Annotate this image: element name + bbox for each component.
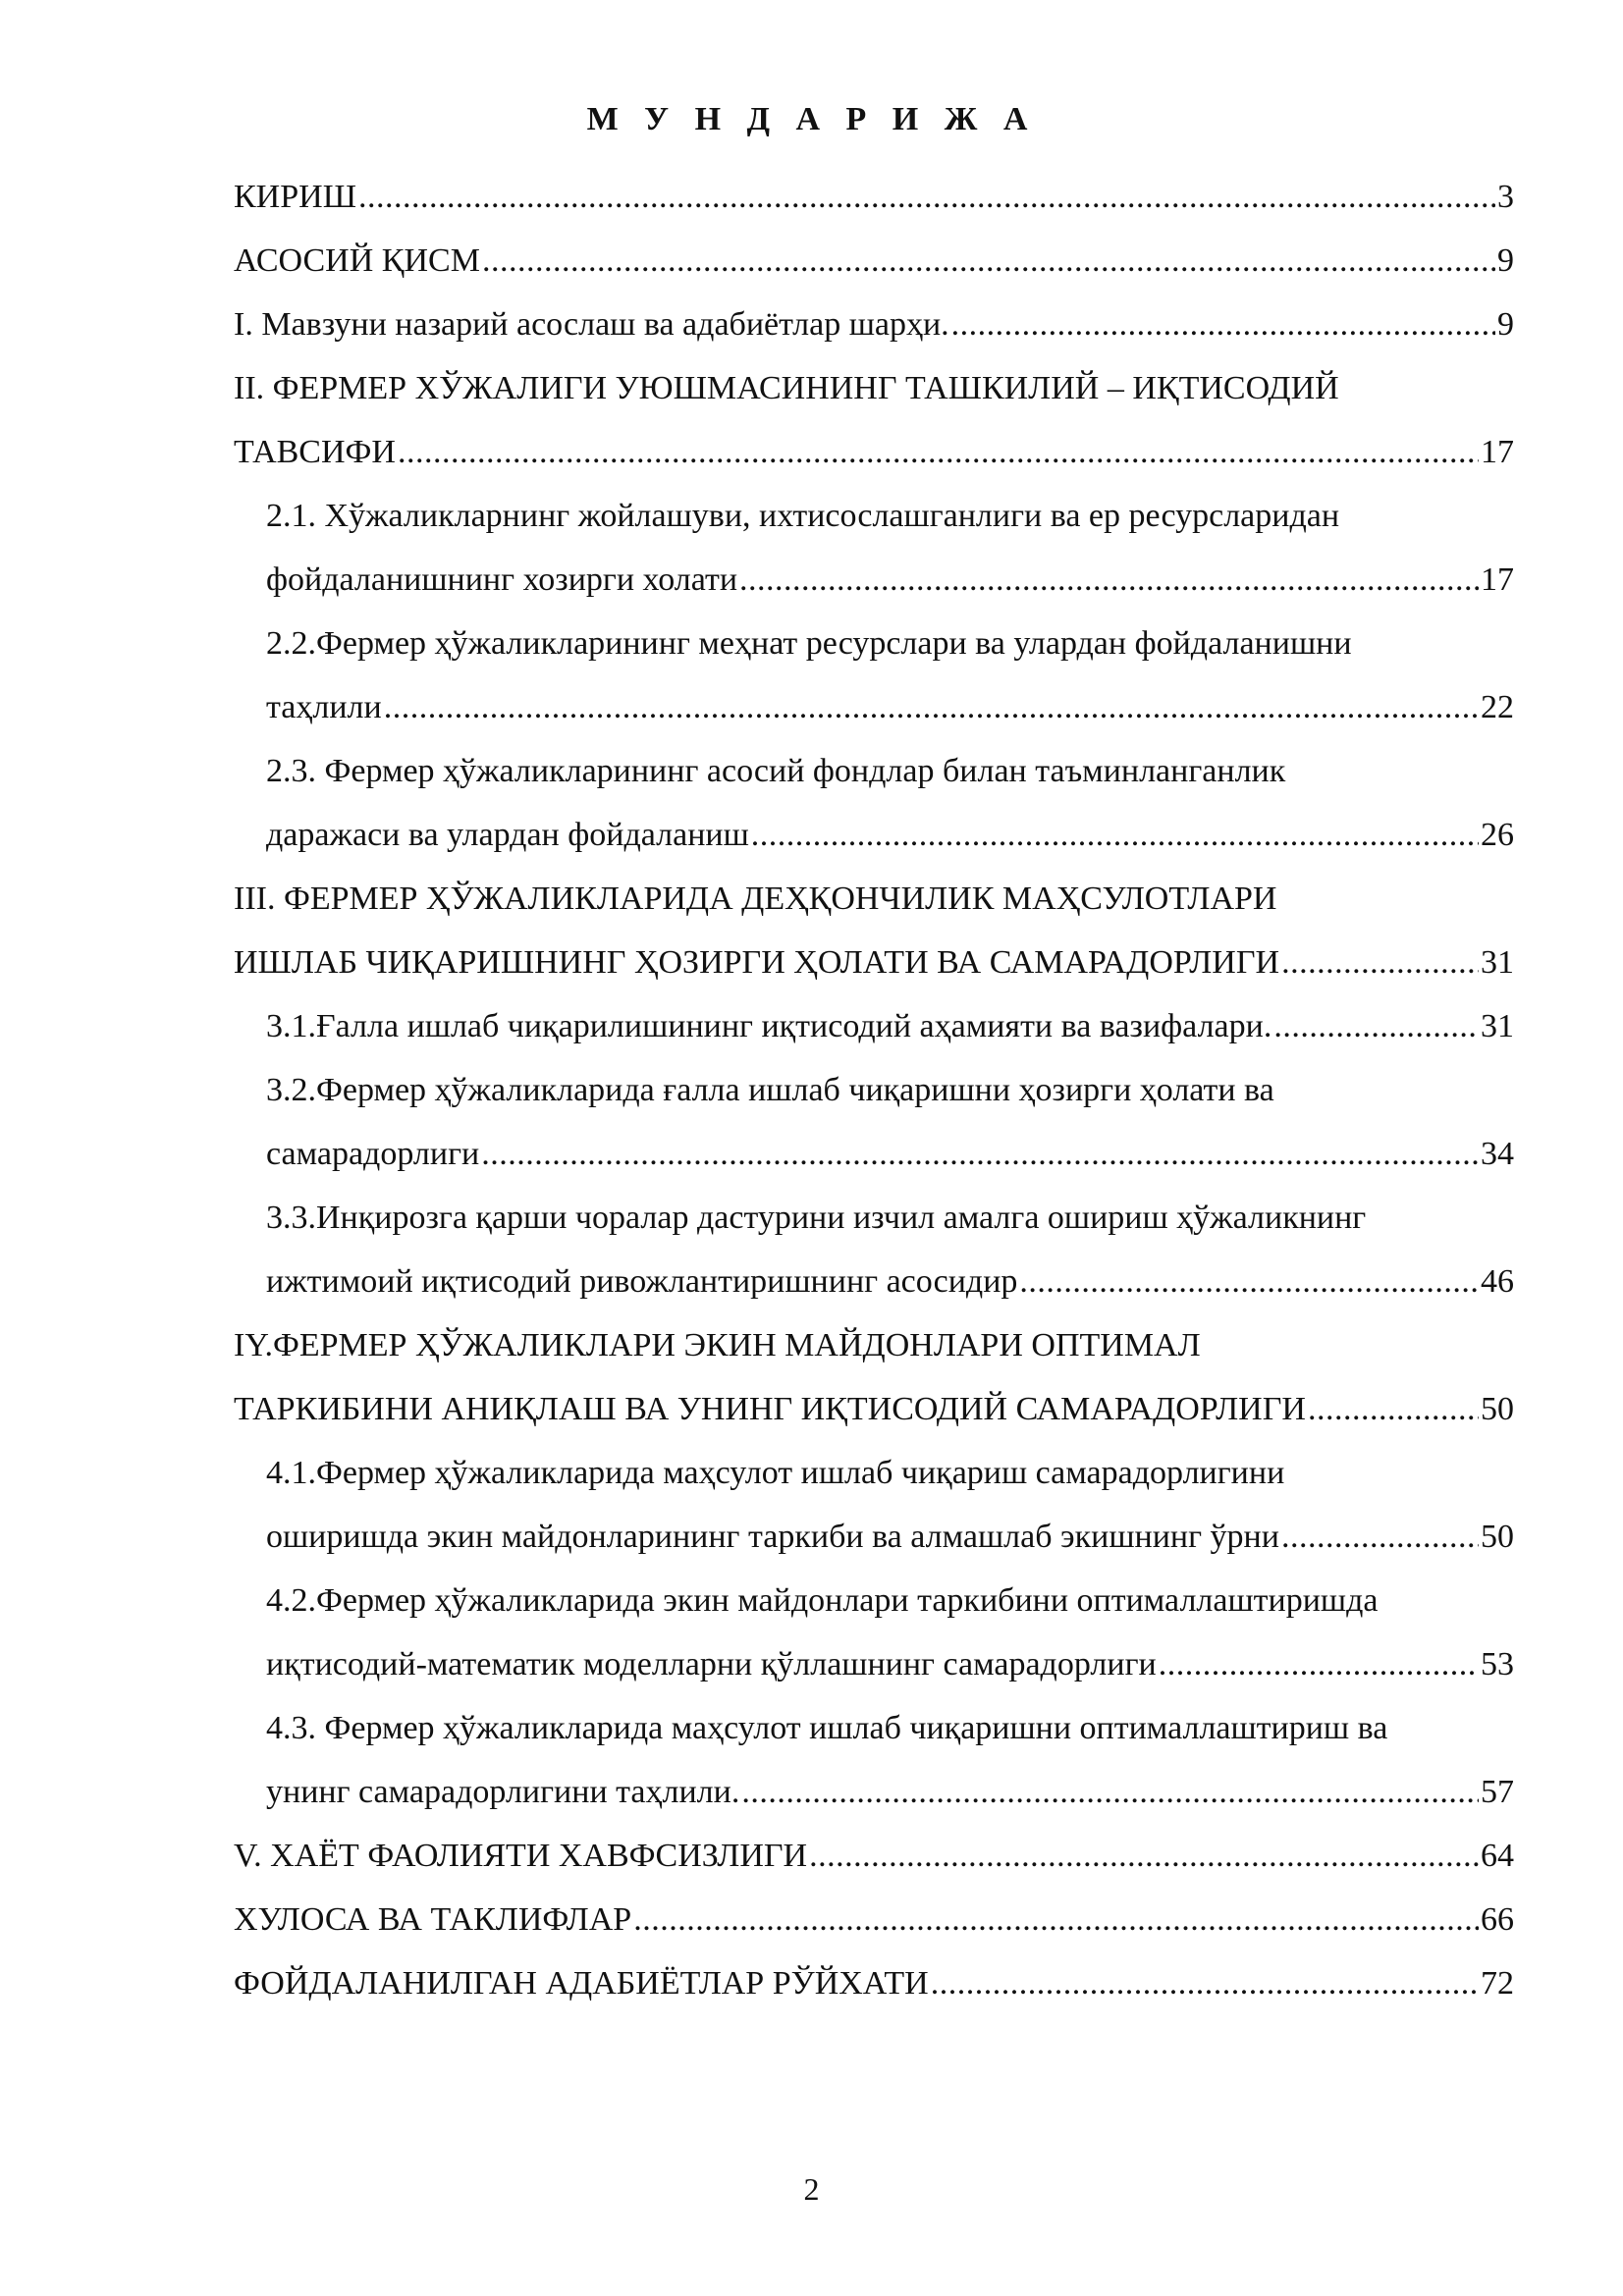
dot-leader xyxy=(398,420,1479,484)
toc-entry-title-text: 2.1. Хўжаликларнинг жойлашуви, ихтисослашганлиги ва ер ресурсларидан xyxy=(266,498,1340,534)
toc-subsection-entry[interactable] xyxy=(234,612,1514,739)
toc-page-number: 64 xyxy=(1481,1838,1514,1874)
toc-entry-line xyxy=(266,1441,1514,1505)
toc-entry-title-text: ТАРКИБИНИ АНИҚЛАШ ВА УНИНГ ИҚТИСОДИЙ САМАРАДОРЛИГИ xyxy=(234,1391,1306,1427)
dot-leader xyxy=(739,548,1479,612)
toc-entry-line xyxy=(234,1888,1514,1951)
toc-entry-title-text: 4.1.Фермер ҳўжаликларида маҳсулот ишлаб чиқариш самарадорлигини xyxy=(266,1455,1285,1491)
toc-entry-line xyxy=(266,994,1514,1058)
dot-leader xyxy=(1281,1505,1479,1569)
dot-leader xyxy=(1281,931,1479,994)
toc-entry-title-text: III. ФЕРМЕР ҲЎЖАЛИКЛАРИДА ДЕҲҚОНЧИЛИК МАҲСУЛОТЛАРИ xyxy=(234,881,1277,917)
toc-subsection-entry[interactable] xyxy=(234,739,1514,867)
toc-page-number: 34 xyxy=(1481,1136,1514,1172)
toc-page-number: 72 xyxy=(1481,1965,1514,2002)
toc-entry-title-text: ИШЛАБ ЧИҚАРИШНИНГ ҲОЗИРГИ ҲОЛАТИ ВА САМАРАДОРЛИГИ xyxy=(234,944,1280,981)
toc-entry-title-text: 3.1.Ғалла ишлаб чиқарилишининг иқтисодий аҳамияти ва вазифалари. xyxy=(266,1008,1272,1044)
toc-subsection-entry[interactable] xyxy=(234,1696,1514,1824)
toc-entry-title-text: КИРИШ xyxy=(234,179,356,215)
toc-entry-title-text: ФОЙДАЛАНИЛГАН АДАБИЁТЛАР РЎЙХАТИ xyxy=(234,1965,929,2002)
dot-leader xyxy=(633,1888,1479,1951)
toc-section-entry[interactable] xyxy=(234,1951,1514,2015)
toc-subsection-entry[interactable] xyxy=(234,994,1514,1058)
toc-entry-line xyxy=(266,1760,1514,1824)
page-title: М У Н Д А Р И Ж А xyxy=(586,101,1037,137)
toc-entry-title-text: 2.3. Фермер ҳўжаликларининг асосий фондлар билан таъминланганлик xyxy=(266,753,1286,789)
toc-entry-line xyxy=(234,165,1514,229)
toc-subsection-entry[interactable] xyxy=(234,484,1514,612)
toc-entry-line xyxy=(266,1122,1514,1186)
toc-page-number: 3 xyxy=(1497,179,1514,215)
toc-page-number: 50 xyxy=(1481,1391,1514,1427)
toc-entry-line xyxy=(266,1696,1514,1760)
toc-entry-line xyxy=(266,484,1514,548)
toc-entry-title-text: оширишда экин майдонларининг таркиби ва алмашлаб экишнинг ўрни xyxy=(266,1519,1279,1555)
toc-page-number: 26 xyxy=(1481,817,1514,853)
dot-leader xyxy=(751,803,1479,867)
toc-entry-title-text: IY.ФЕРМЕР ҲЎЖАЛИКЛАРИ ЭКИН МАЙДОНЛАРИ ОПТИМАЛ xyxy=(234,1327,1201,1363)
table-of-contents xyxy=(234,165,1514,2015)
toc-entry-line xyxy=(266,1058,1514,1122)
toc-entry-line xyxy=(234,867,1514,931)
toc-entry-line xyxy=(234,1951,1514,2015)
toc-entry-line xyxy=(234,1824,1514,1888)
toc-entry-line xyxy=(266,675,1514,739)
dot-leader xyxy=(384,675,1479,739)
toc-page-number: 57 xyxy=(1481,1774,1514,1810)
toc-entry-line xyxy=(266,1505,1514,1569)
toc-section-entry[interactable] xyxy=(234,867,1514,994)
toc-entry-line xyxy=(234,229,1514,293)
toc-page-number: 31 xyxy=(1481,1008,1514,1044)
dot-leader xyxy=(1308,1377,1479,1441)
toc-section-entry[interactable] xyxy=(234,293,1514,356)
toc-section-entry[interactable] xyxy=(234,1824,1514,1888)
toc-entry-line xyxy=(234,931,1514,994)
dot-leader xyxy=(1019,1250,1479,1313)
toc-entry-title-text: 4.3. Фермер ҳўжаликларида маҳсулот ишлаб чиқаришни оптималлаштириш ва xyxy=(266,1710,1388,1746)
toc-entry-title-text: самарадорлиги xyxy=(266,1136,480,1172)
toc-entry-line xyxy=(266,803,1514,867)
toc-entry-line xyxy=(266,612,1514,675)
toc-entry-title-text: ХУЛОСА ВА ТАКЛИФЛАР xyxy=(234,1901,632,1938)
toc-entry-title-text: АСОСИЙ ҚИСМ xyxy=(234,242,480,279)
toc-page-number: 31 xyxy=(1481,944,1514,981)
toc-page-number: 17 xyxy=(1481,561,1514,598)
toc-page-number: 53 xyxy=(1481,1646,1514,1682)
toc-entry-line xyxy=(266,1250,1514,1313)
toc-entry-line xyxy=(234,356,1514,420)
toc-entry-title-text: 3.3.Инқирозга қарши чоралар дастурини изчил амалга ошириш ҳўжаликнинг xyxy=(266,1200,1367,1236)
toc-entry-title-text: иқтисодий-математик моделларни қўллашнинг самарадорлиги xyxy=(266,1646,1157,1682)
dot-leader xyxy=(358,165,1495,229)
toc-entry-line xyxy=(266,1186,1514,1250)
dot-leader xyxy=(1159,1632,1479,1696)
toc-subsection-entry[interactable] xyxy=(234,1186,1514,1313)
toc-subsection-entry[interactable] xyxy=(234,1058,1514,1186)
toc-page-number: 46 xyxy=(1481,1263,1514,1300)
toc-entry-title-text: даражаси ва улардан фойдаланиш xyxy=(266,817,749,853)
toc-entry-title-text: 2.2.Фермер ҳўжаликларининг меҳнат ресурслари ва улардан фойдаланишни xyxy=(266,625,1352,662)
dot-leader xyxy=(1273,994,1479,1058)
toc-page-number: 50 xyxy=(1481,1519,1514,1555)
toc-entry-line xyxy=(266,1569,1514,1632)
dot-leader xyxy=(741,1760,1479,1824)
toc-entry-title-text: V. ХАЁТ ФАОЛИЯТИ ХАВФСИЗЛИГИ xyxy=(234,1838,808,1874)
toc-section-entry[interactable] xyxy=(234,1888,1514,1951)
toc-entry-line xyxy=(266,1632,1514,1696)
toc-section-entry[interactable] xyxy=(234,165,1514,229)
toc-entry-line xyxy=(234,1377,1514,1441)
toc-subsection-entry[interactable] xyxy=(234,1441,1514,1569)
toc-section-entry[interactable] xyxy=(234,1313,1514,1441)
toc-entry-line xyxy=(234,1313,1514,1377)
toc-entry-title-text: 4.2.Фермер ҳўжаликларида экин майдонлари таркибини оптималлаштиришда xyxy=(266,1582,1379,1619)
page-number: 2 xyxy=(803,2171,820,2207)
toc-entry-line xyxy=(266,548,1514,612)
toc-page-number: 22 xyxy=(1481,689,1514,725)
dot-leader xyxy=(481,1122,1479,1186)
toc-entry-title-text: 3.2.Фермер ҳўжаликларида ғалла ишлаб чиқаришни ҳозирги ҳолати ва xyxy=(266,1072,1274,1108)
toc-entry-title-text: ТАВСИФИ xyxy=(234,434,396,470)
toc-entry-title-text: фойдаланишнинг хозирги холати xyxy=(266,561,738,598)
toc-entry-title-text: унинг самарадорлигини таҳлили. xyxy=(266,1774,740,1810)
dot-leader xyxy=(951,293,1495,356)
toc-entry-title-text: ижтимоий иқтисодий ривожлантиришнинг асосидир xyxy=(266,1263,1018,1300)
toc-entry-line xyxy=(266,739,1514,803)
toc-section-entry[interactable] xyxy=(234,229,1514,293)
toc-page-number: 9 xyxy=(1497,306,1514,343)
dot-leader xyxy=(931,1951,1479,2015)
dot-leader xyxy=(482,229,1495,293)
toc-entry-line xyxy=(234,293,1514,356)
toc-page-number: 17 xyxy=(1481,434,1514,470)
toc-page-number: 9 xyxy=(1497,242,1514,279)
toc-entry-line xyxy=(234,420,1514,484)
toc-entry-title-text: таҳлили xyxy=(266,689,382,725)
toc-subsection-entry[interactable] xyxy=(234,1569,1514,1696)
toc-page-number: 66 xyxy=(1481,1901,1514,1938)
toc-section-entry[interactable] xyxy=(234,356,1514,484)
toc-entry-title-text: II. ФЕРМЕР ХЎЖАЛИГИ УЮШМАСИНИНГ ТАШКИЛИЙ – ИҚТИСОДИЙ xyxy=(234,370,1339,406)
dot-leader xyxy=(809,1824,1479,1888)
toc-entry-title-text: I. Мавзуни назарий асослаш ва адабиётлар шарҳи. xyxy=(234,306,949,343)
